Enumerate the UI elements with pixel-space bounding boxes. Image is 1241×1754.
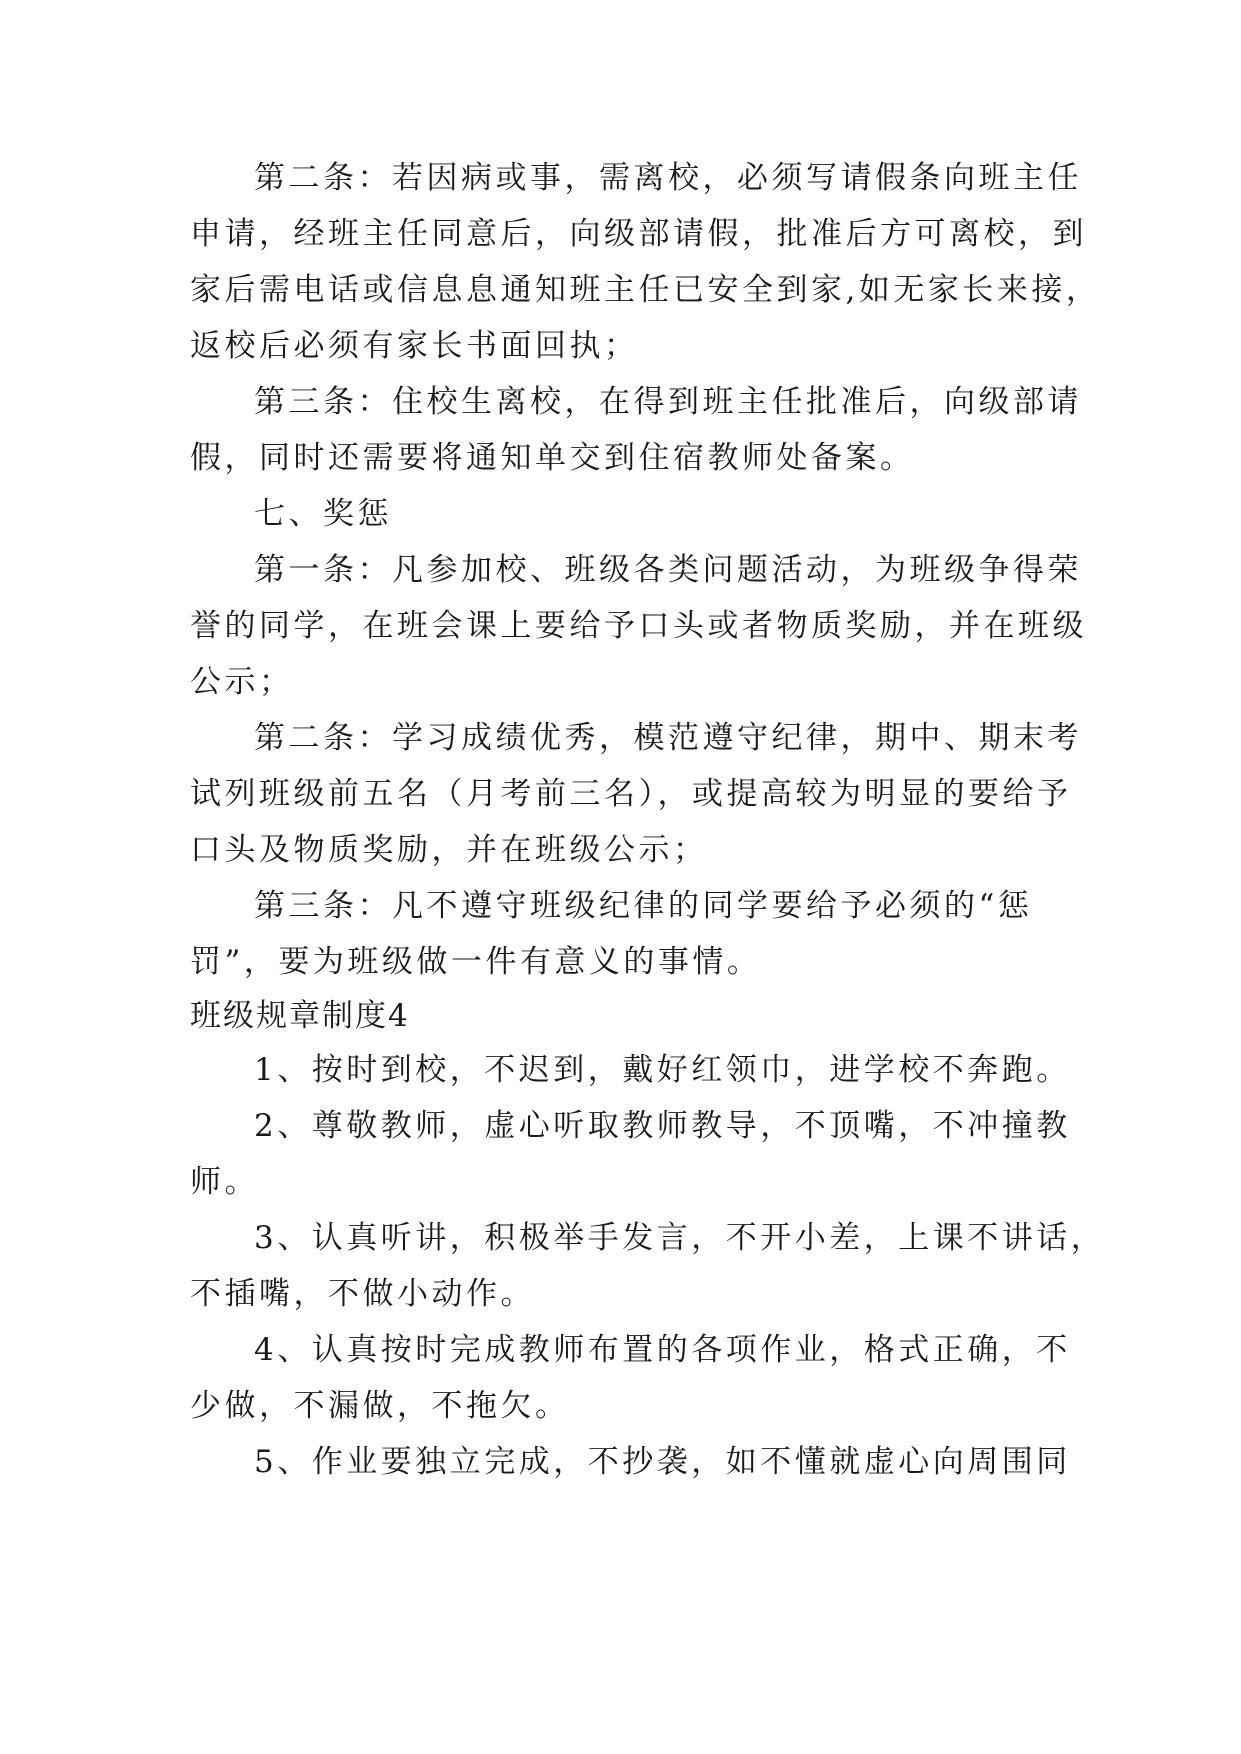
section-heading: 七、奖惩 [254, 496, 392, 532]
text-line: 1、按时到校，不迟到，戴好红领巾，进学校不奔跑。 [254, 1052, 1071, 1088]
text-line: 假，同时还需要将通知单交到住宿教师处备案。 [190, 440, 915, 476]
text-line: 公示； [190, 664, 294, 700]
text-line: 第一条：凡参加校、班级各类问题活动，为班级争得荣 [254, 552, 1082, 588]
section-title: 班级规章制度4 [190, 998, 410, 1034]
text-line: 4、认真按时完成教师布置的各项作业，格式正确，不 [254, 1332, 1071, 1368]
text-line: 罚”，要为班级做一件有意义的事情。 [190, 944, 762, 980]
text-line: 不插嘴，不做小动作。 [190, 1276, 535, 1312]
text-line: 5、作业要独立完成，不抄袭，如不懂就虚心向周围同 [254, 1444, 1071, 1480]
text-line: 2、尊敬教师，虚心听取教师教导，不顶嘴，不冲撞教 [254, 1108, 1071, 1144]
text-line: 家后需电话或信息息通知班主任已安全到家,如无家长来接， [190, 272, 1101, 308]
text-line: 师。 [190, 1164, 259, 1200]
text-line: 返校后必须有家长书面回执； [190, 328, 639, 364]
text-line: 试列班级前五名（月考前三名），或提高较为明显的要给予 [190, 776, 1072, 812]
text-line: 少做，不漏做，不拖欠。 [190, 1388, 570, 1424]
text-line: 第二条：若因病或事，需离校，必须写请假条向班主任 [254, 160, 1082, 196]
text-line: 口头及物质奖励，并在班级公示； [190, 832, 708, 868]
text-line: 申请，经班主任同意后，向级部请假，批准后方可离校，到 [190, 216, 1087, 252]
text-line: 第三条：住校生离校，在得到班主任批准后，向级部请 [254, 384, 1082, 420]
text-line: 第三条：凡不遵守班级纪律的同学要给予必须的“惩 [254, 888, 1033, 924]
text-line: 3、认真听讲，积极举手发言，不开小差，上课不讲话， [254, 1220, 1106, 1256]
text-line: 第二条：学习成绩优秀，模范遵守纪律，期中、期末考 [254, 720, 1082, 756]
text-line: 誉的同学，在班会课上要给予口头或者物质奖励，并在班级 [190, 608, 1087, 644]
